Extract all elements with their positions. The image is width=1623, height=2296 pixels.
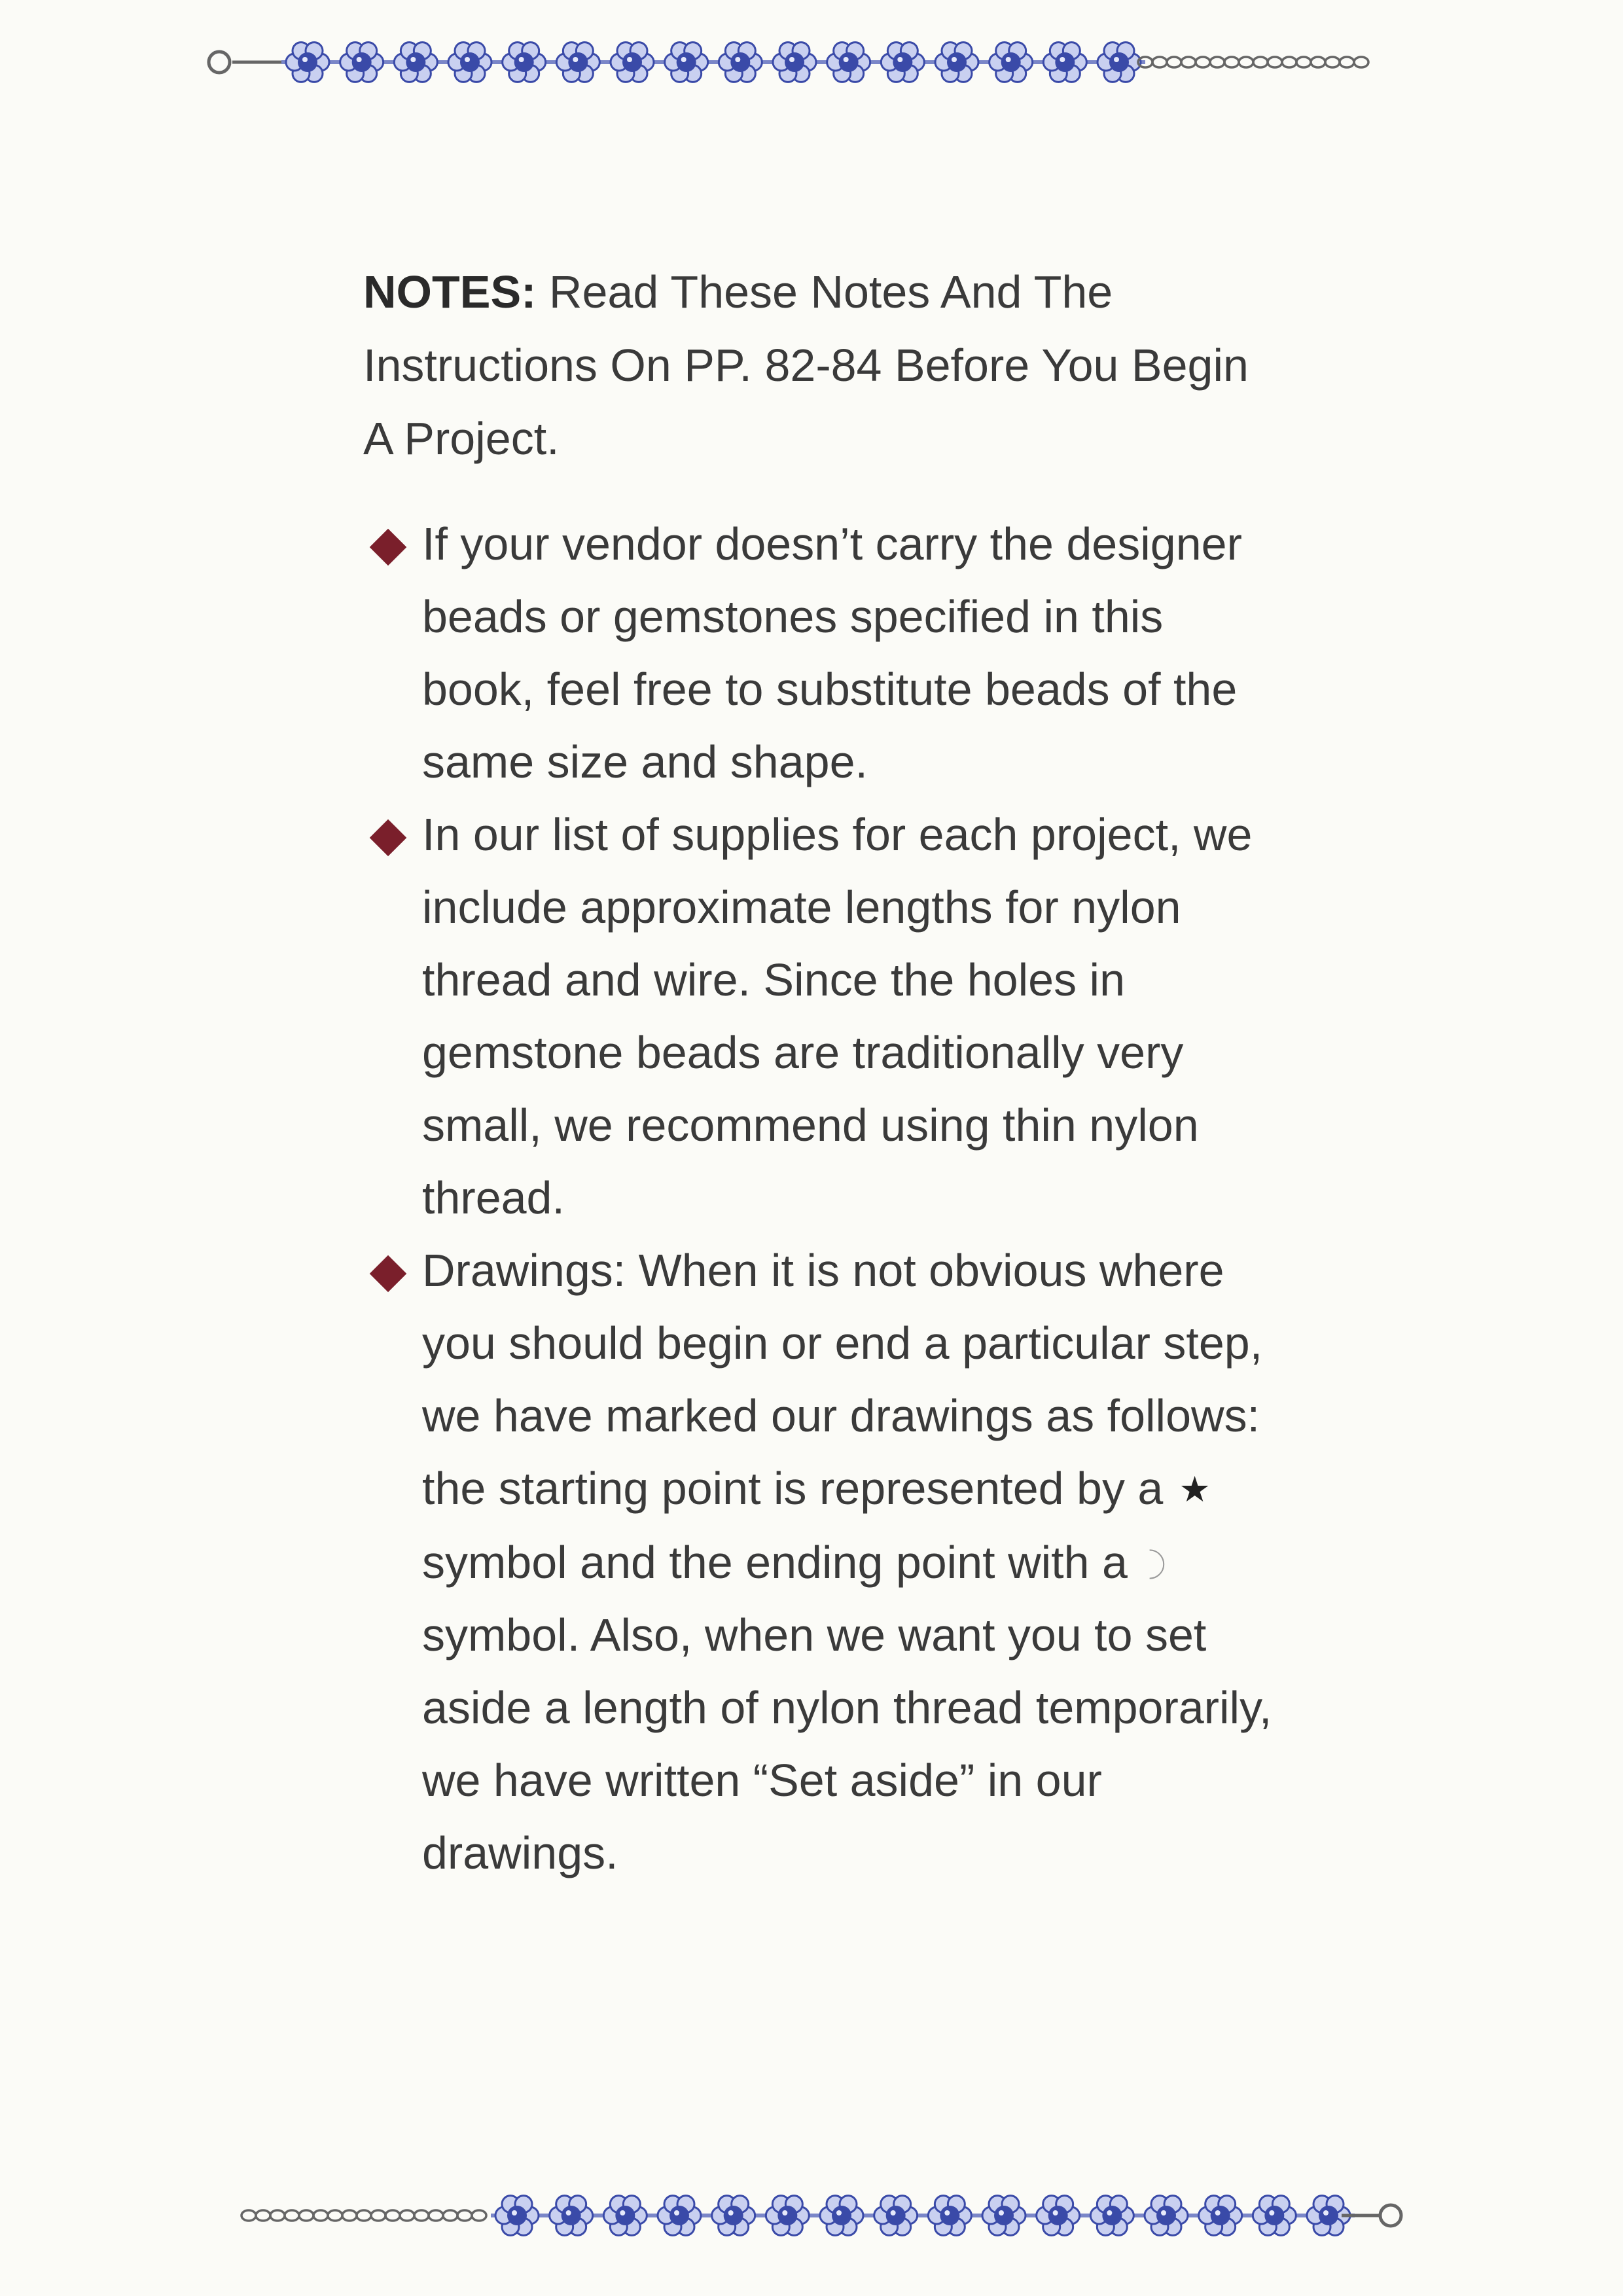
bead-flower-icon — [881, 43, 924, 82]
bead-flower-icon — [611, 43, 654, 82]
notes-section — [363, 255, 1279, 1890]
bead-flower-icon — [773, 43, 816, 82]
bead-flower-icon — [1090, 2196, 1133, 2236]
bead-flower-icon — [1253, 2196, 1296, 2236]
bead-flower-icon — [550, 2196, 593, 2236]
bead-flower-icon — [394, 43, 437, 82]
notes-list — [363, 508, 1279, 1890]
bead-flower-icon — [719, 43, 762, 82]
notes-intro-text: Read These Notes And The Instructions On PP. 82-84 Before You Begin A Project. — [363, 266, 1249, 464]
bead-flower-icon — [665, 43, 708, 82]
bead-flower-icon — [827, 43, 870, 82]
bead-flower-icon — [603, 2196, 647, 2236]
diamond-bullet-icon — [370, 529, 407, 566]
bead-flower-icon — [990, 43, 1033, 82]
bullet-text: In our list of supplies for each project, we include approximate lengths for nylon thread and wire. Since the holes in gemstone beads are traditionally very small, we recommend using thin nylon thread. — [422, 809, 1253, 1223]
list-item — [363, 508, 1279, 798]
bead-flower-icon — [503, 43, 546, 82]
bead-flower-icon — [556, 43, 599, 82]
bead-flower-icon — [658, 2196, 701, 2236]
bead-flower-icon — [448, 43, 491, 82]
bead-flower-icon — [1043, 43, 1086, 82]
bead-flower-icon — [495, 2196, 539, 2236]
notes-intro — [363, 255, 1279, 475]
bead-flower-icon — [712, 2196, 755, 2236]
bead-flower-icon — [1145, 2196, 1188, 2236]
crescent-icon — [1135, 1547, 1171, 1582]
bead-flower-icon — [928, 2196, 971, 2236]
bullet-text-part-2: symbol and the ending point with a — [422, 1537, 1128, 1588]
bead-flower-icon — [820, 2196, 863, 2236]
bead-flower-icon — [766, 2196, 809, 2236]
top-bracelet-border — [203, 33, 1407, 92]
bead-flower-icon — [935, 43, 978, 82]
bead-flower-icon — [982, 2196, 1026, 2236]
bullet-text-part-1: Drawings: When it is not obvious where you should begin or end a particular step, we have marked our drawings as follows: the starting point is represented by a — [422, 1245, 1263, 1514]
bead-flower-icon — [340, 43, 383, 82]
bullet-text-part-3: symbol. Also, when we want you to set aside a length of nylon thread temporarily, we have written “Set aside” in our drawings. — [422, 1609, 1272, 1878]
star-icon: ★ — [1179, 1470, 1211, 1509]
diamond-bullet-icon — [370, 819, 407, 857]
bullet-text: If your vendor doesn’t carry the designer beads or gemstones specified in this book, feel free to substitute beads of the same size and shape. — [422, 518, 1242, 787]
notes-label: NOTES: — [363, 266, 537, 317]
bead-flower-icon — [1037, 2196, 1080, 2236]
bead-flower-icon — [286, 43, 329, 82]
bead-flower-icon — [874, 2196, 918, 2236]
bead-flower-icon — [1097, 43, 1141, 82]
bead-flower-icon — [1199, 2196, 1242, 2236]
list-item — [363, 798, 1279, 1234]
diamond-bullet-icon — [370, 1255, 407, 1293]
bottom-bracelet-border — [203, 2186, 1407, 2245]
list-item — [363, 1234, 1279, 1890]
